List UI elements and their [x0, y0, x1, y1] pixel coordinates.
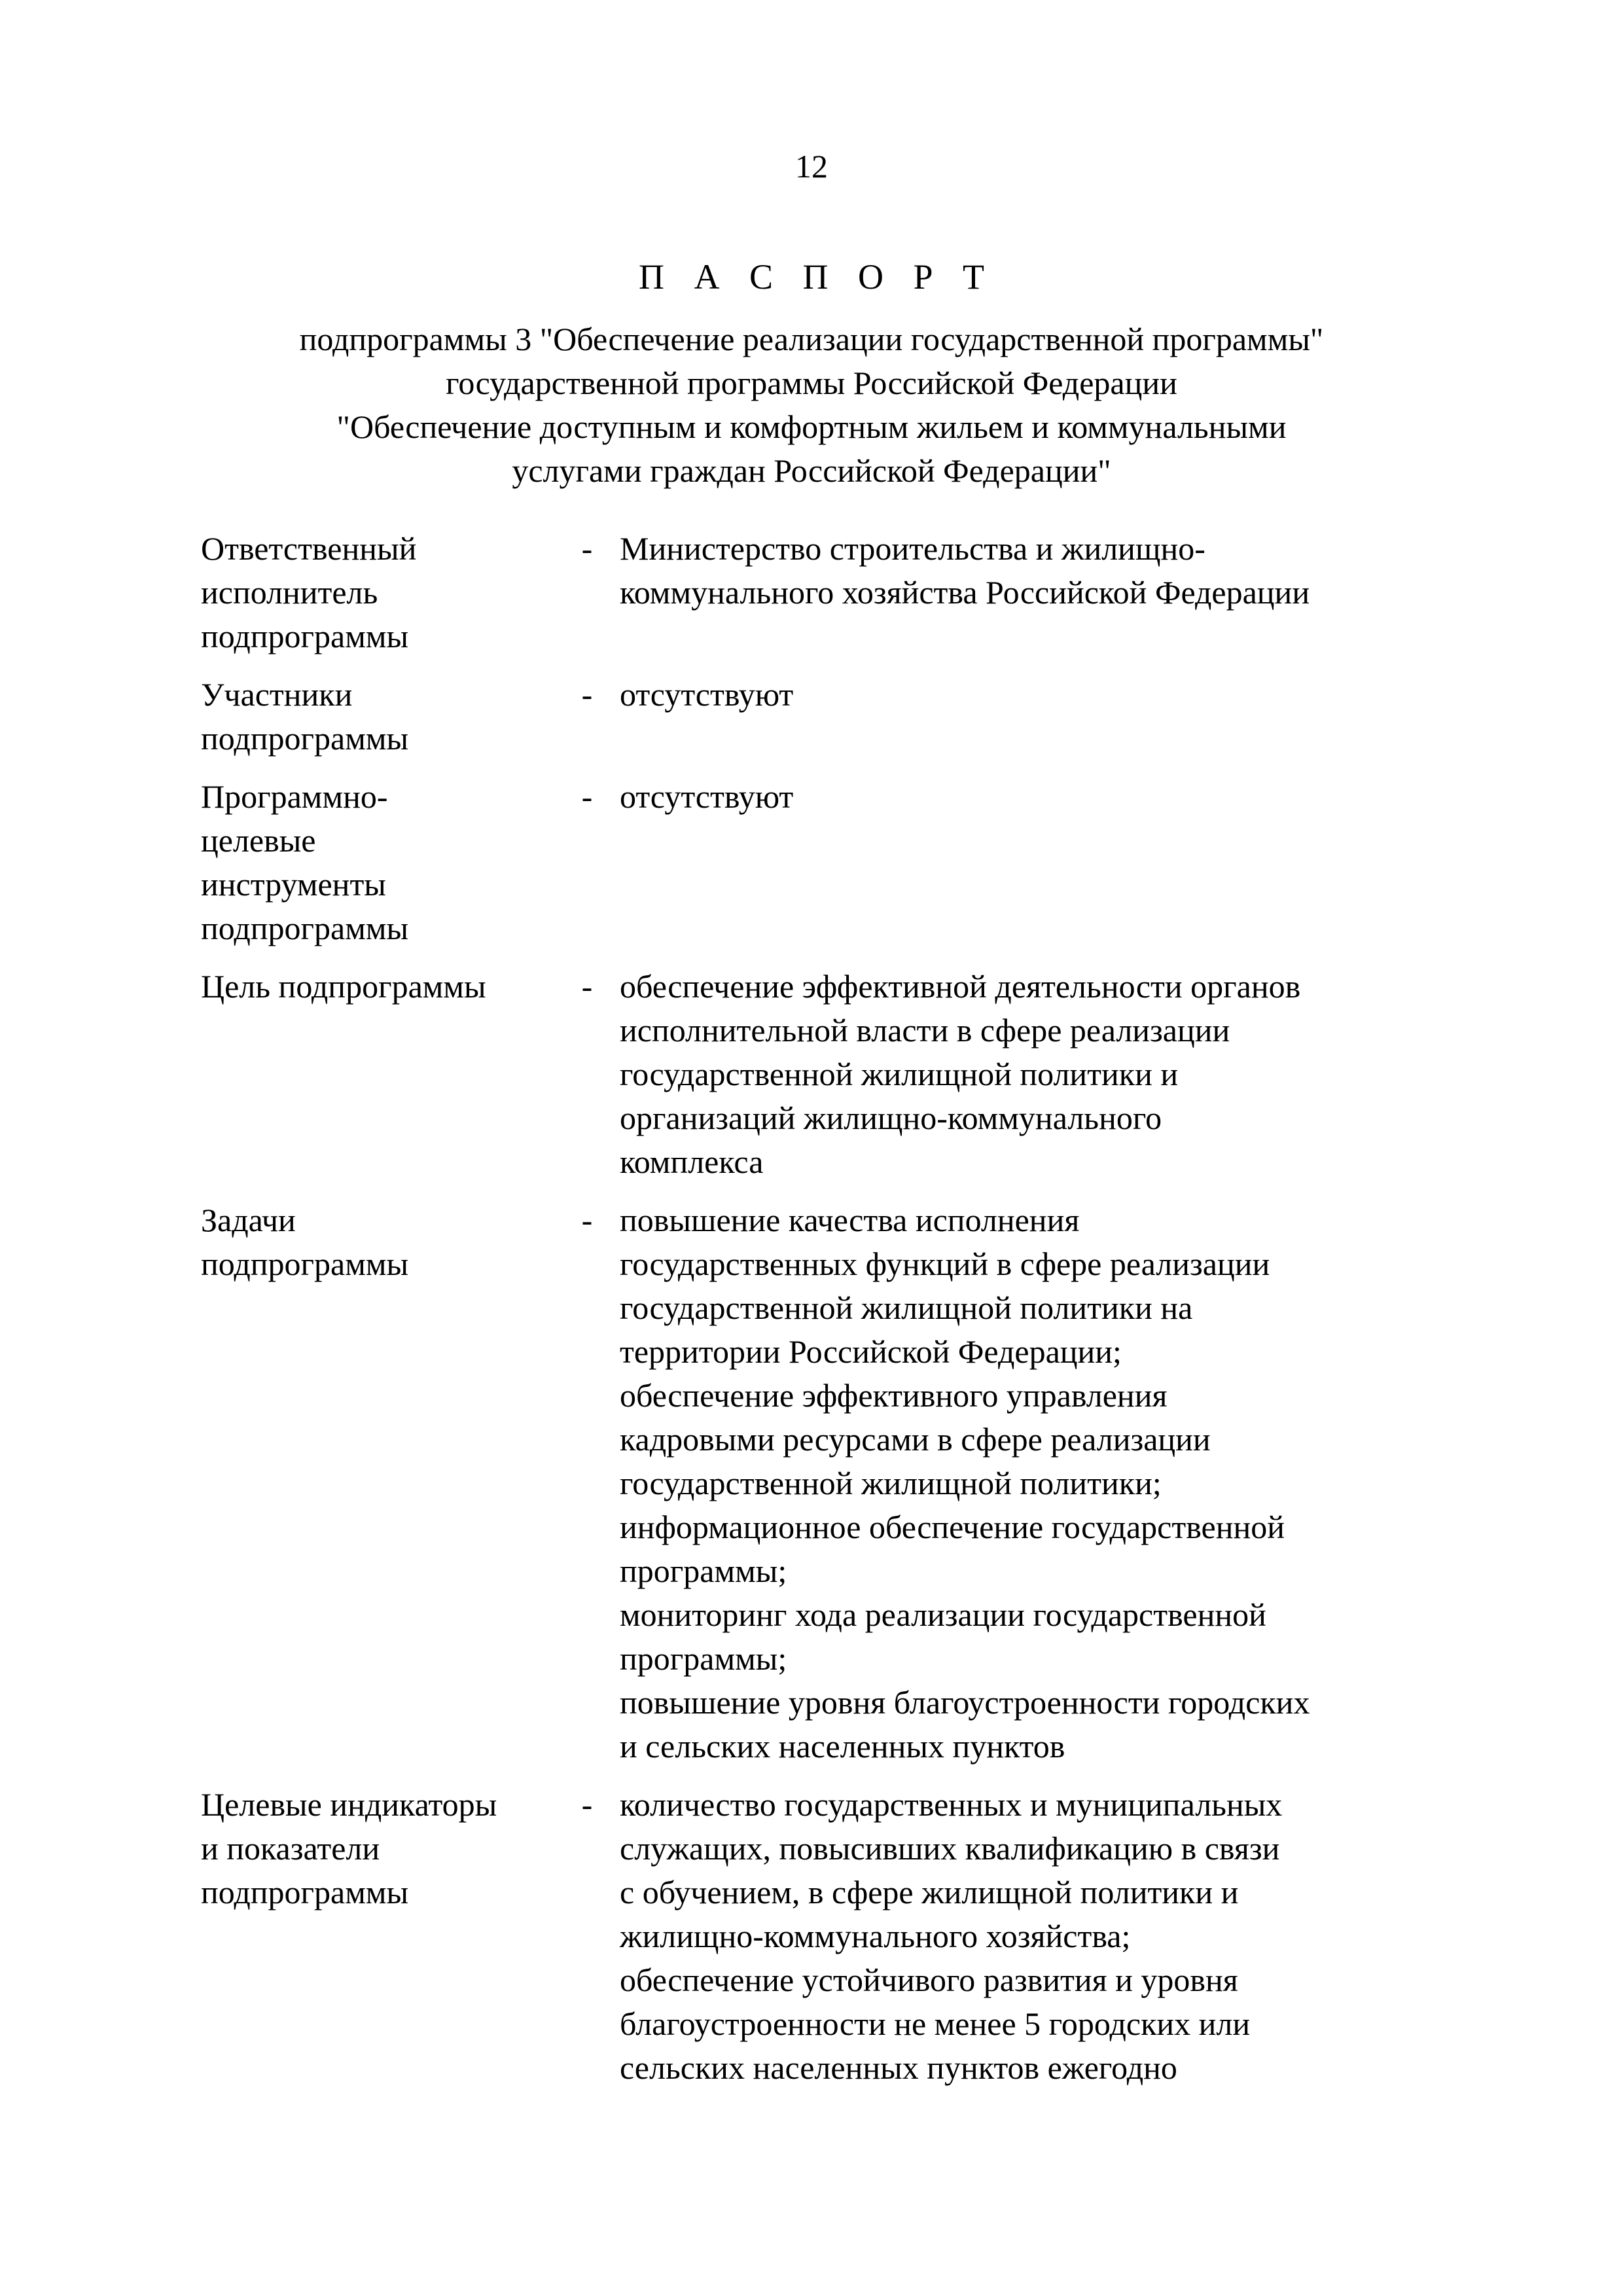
row-value-line: информационное обеспечение государственной	[620, 1509, 1285, 1545]
row-dash: -	[581, 1202, 593, 1238]
row-value-line: служащих, повысивших квалификацию в связи	[620, 1830, 1280, 1867]
passport-row-program-tools	[201, 775, 1444, 950]
row-value	[620, 775, 1444, 819]
row-label-line: Целевые индикаторы	[201, 1786, 497, 1823]
row-label	[201, 527, 554, 658]
row-dash: -	[581, 1786, 593, 1823]
row-label-line: инструменты	[201, 866, 386, 903]
subtitle-line: подпрограммы 3 "Обеспечение реализации государственной программы"	[299, 321, 1324, 357]
passport-row-indicators	[201, 1783, 1444, 2090]
row-value-line: государственной жилищной политики и	[620, 1056, 1179, 1092]
row-value-line: кадровыми ресурсами в сфере реализации	[620, 1421, 1211, 1458]
row-value-line: жилищно-коммунального хозяйства;	[620, 1918, 1131, 1954]
row-label-line: Цель подпрограммы	[201, 968, 486, 1005]
document-subtitle	[131, 317, 1492, 493]
row-label-line: и показатели	[201, 1830, 380, 1867]
row-label-line: исполнитель	[201, 574, 378, 611]
row-value-line: мониторинг хода реализации государственной	[620, 1596, 1266, 1633]
row-dash: -	[581, 778, 593, 815]
passport-row-goal	[201, 965, 1444, 1184]
row-value	[620, 1198, 1444, 1768]
row-label-line: Задачи	[201, 1202, 296, 1238]
row-label	[201, 1198, 554, 1286]
row-value-line: исполнительной власти в сфере реализации	[620, 1012, 1230, 1049]
row-label-line: подпрограммы	[201, 1246, 409, 1282]
row-value-line: и сельских населенных пунктов	[620, 1728, 1065, 1765]
row-value-line: обеспечение эффективного управления	[620, 1377, 1168, 1414]
row-value	[620, 673, 1444, 717]
row-value-line: с обучением, в сфере жилищной политики и	[620, 1874, 1239, 1910]
row-value-line: сельских населенных пунктов ежегодно	[620, 2049, 1177, 2086]
row-value	[620, 1783, 1444, 2090]
row-value-line: повышение качества исполнения	[620, 1202, 1080, 1238]
passport-row-participants	[201, 673, 1444, 761]
subtitle-line: государственной программы Российской Федерации	[446, 365, 1177, 401]
page-number: 12	[795, 148, 828, 185]
row-value-line: количество государственных и муниципальных	[620, 1786, 1283, 1823]
row-value-line: отсутствуют	[620, 778, 794, 815]
row-label	[201, 673, 554, 761]
document-title: П А С П О Р Т	[638, 257, 995, 296]
row-label-line: Участники	[201, 676, 353, 713]
row-label-line: подпрограммы	[201, 618, 409, 655]
row-label	[201, 965, 554, 1009]
row-dash: -	[581, 530, 593, 567]
row-value-line: обеспечение эффективной деятельности органов	[620, 968, 1301, 1005]
row-value-line: территории Российской Федерации;	[620, 1333, 1122, 1370]
row-label-line: подпрограммы	[201, 1874, 409, 1910]
row-label	[201, 775, 554, 950]
passport-row-responsible-executor	[201, 527, 1444, 658]
row-label-line: целевые	[201, 822, 316, 859]
row-label	[201, 1783, 554, 1914]
row-value-line: обеспечение устойчивого развития и уровня	[620, 1962, 1238, 1998]
row-label-line: подпрограммы	[201, 910, 409, 946]
passport-table	[201, 527, 1444, 2104]
row-label-line: Ответственный	[201, 530, 417, 567]
row-value-line: программы;	[620, 1552, 787, 1589]
subtitle-line: "Обеспечение доступным и комфортным жильем и коммунальными	[336, 408, 1287, 445]
row-value-line: государственной жилищной политики;	[620, 1465, 1162, 1501]
row-dash: -	[581, 968, 593, 1005]
row-dash: -	[581, 676, 593, 713]
row-value-line: организаций жилищно-коммунального	[620, 1100, 1162, 1136]
row-value-line: государственных функций в сфере реализации	[620, 1246, 1270, 1282]
row-value-line: государственной жилищной политики на	[620, 1289, 1193, 1326]
row-value-line: повышение уровня благоустроенности городских	[620, 1684, 1310, 1721]
row-value-line: программы;	[620, 1640, 787, 1677]
subtitle-line: услугами граждан Российской Федерации"	[512, 452, 1111, 489]
row-value	[620, 965, 1444, 1184]
row-label-line: Программно-	[201, 778, 388, 815]
row-value-line: комплекса	[620, 1143, 764, 1180]
row-value-line: благоустроенности не менее 5 городских или	[620, 2005, 1251, 2042]
passport-row-tasks	[201, 1198, 1444, 1768]
row-label-line: подпрограммы	[201, 720, 409, 757]
row-value-line: отсутствуют	[620, 676, 794, 713]
row-value-line: коммунального хозяйства Российской Федерации	[620, 574, 1310, 611]
row-value-line: Министерство строительства и жилищно-	[620, 530, 1205, 567]
row-value	[620, 527, 1444, 615]
